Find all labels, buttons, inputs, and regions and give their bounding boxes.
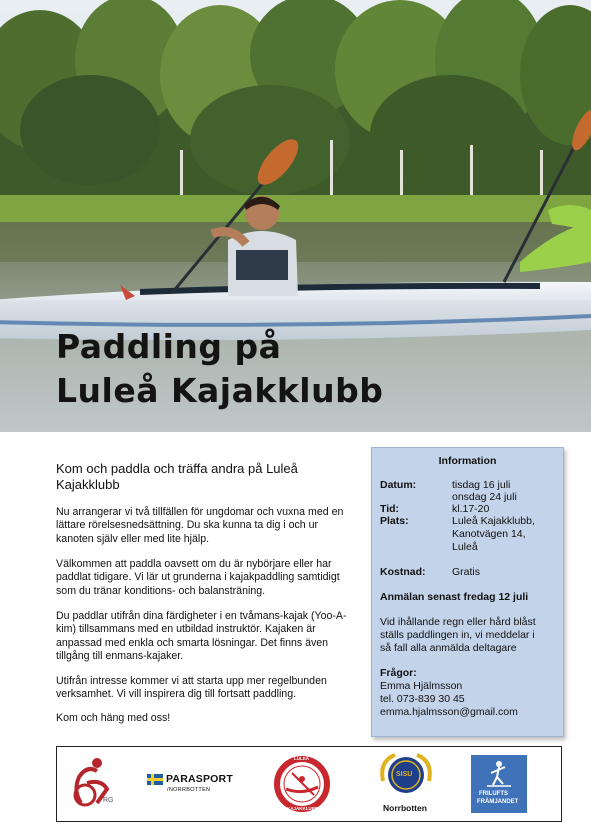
weather-note-2: ställs paddlingen in, vi meddelar i: [380, 629, 535, 641]
friluft-text-2: FRÄMJANDET: [477, 799, 519, 805]
tid-value: kl.17-20: [452, 503, 490, 515]
sisu-logo: [375, 751, 437, 819]
page-title-line-2: Luleå Kajakklubb: [56, 371, 384, 410]
paragraph-arrangement: Nu arrangerar vi två tillfällen för ungdomar och vuxna med en lättare rörelsesnedsättning. Du ska kunna ta dig i och ur kanoten själv eller med lite hjälp.: [56, 506, 344, 545]
paragraph-future: Utifrån intresse kommer vi att starta upp mer regelbunden verksamhet. Vi vill inspirera dig till fortsatt paddling.: [56, 675, 327, 701]
contact-email[interactable]: emma.hjalmsson@gmail.com: [380, 706, 518, 718]
plats-value-1: Luleå Kajakklubb,: [452, 515, 535, 527]
info-box: [371, 447, 564, 737]
kostnad-label: Kostnad:: [380, 566, 426, 578]
rg-athlete-icon: [67, 753, 119, 815]
weather-note-3: så fall alla anmälda deltagare: [380, 642, 517, 654]
plats-value-2: Kanotvägen 14,: [452, 528, 526, 540]
friluftsframjandet-logo: [471, 755, 527, 813]
kostnad-value: Gratis: [452, 566, 481, 578]
sisu-region: Norrbotten: [383, 803, 427, 813]
parasport-region: /NORRBOTTEN: [167, 787, 211, 793]
parasport-name: PARASPORT: [166, 773, 233, 785]
kajak-ring-top: LULEÅ: [294, 756, 309, 761]
datum-value-1: tisdag 16 juli: [452, 479, 511, 491]
rg-logo: [67, 753, 119, 815]
plats-label: Plats:: [380, 515, 409, 527]
paragraph-invite: Kom och häng med oss!: [56, 712, 171, 724]
parasport-logo: [147, 773, 257, 803]
kajak-ring-bottom: KAJAKKLUBB: [287, 806, 319, 811]
rg-text: RG: [103, 797, 114, 804]
contact-phone[interactable]: tel. 073-839 30 45: [380, 693, 465, 705]
sponsor-logos: [56, 746, 562, 822]
kajakklubb-logo: [272, 753, 332, 815]
datum-label: Datum:: [380, 479, 417, 491]
plats-value-3: Luleå: [452, 541, 478, 553]
registration-deadline: Anmälan senast fredag 12 juli: [380, 591, 529, 603]
skier-icon: [471, 755, 527, 789]
page-title: [56, 325, 576, 413]
swedish-flag-icon: [147, 774, 163, 785]
weather-note-1: Vid ihållande regn eller hård blåst: [380, 616, 536, 628]
sisu-text: SISU: [396, 771, 413, 778]
friluft-text-1: FRILUFTS: [479, 791, 508, 797]
paragraph-welcome: Välkommen att paddla oavsett om du är nybörjare eller har paddlat tidigare. Vi lär ut grunderna i kajakpaddling samtidigt som du tränar konditions- och balansträning.: [56, 558, 340, 597]
questions-label: Frågor:: [380, 667, 417, 679]
datum-value-2: onsdag 24 juli: [452, 491, 517, 503]
tid-label: Tid:: [380, 503, 400, 515]
paragraph-kayak: Du paddlar utifrån dina färdigheter i en tvåmans-kajak (Yoo-A-kim) tillsammans med en utbildad instruktör. Kajaken är anpassad med enkla och smarta lösningar. Det finns även tillgång till enmans-kajaker.: [56, 610, 347, 663]
forest: [0, 0, 591, 223]
intro-text: Kom och paddla och träffa andra på Luleå Kajakklubb: [56, 461, 298, 492]
contact-name: Emma Hjälmsson: [380, 680, 463, 692]
page-title-line-1: Paddling på: [56, 327, 282, 366]
info-title: Information: [438, 455, 497, 467]
